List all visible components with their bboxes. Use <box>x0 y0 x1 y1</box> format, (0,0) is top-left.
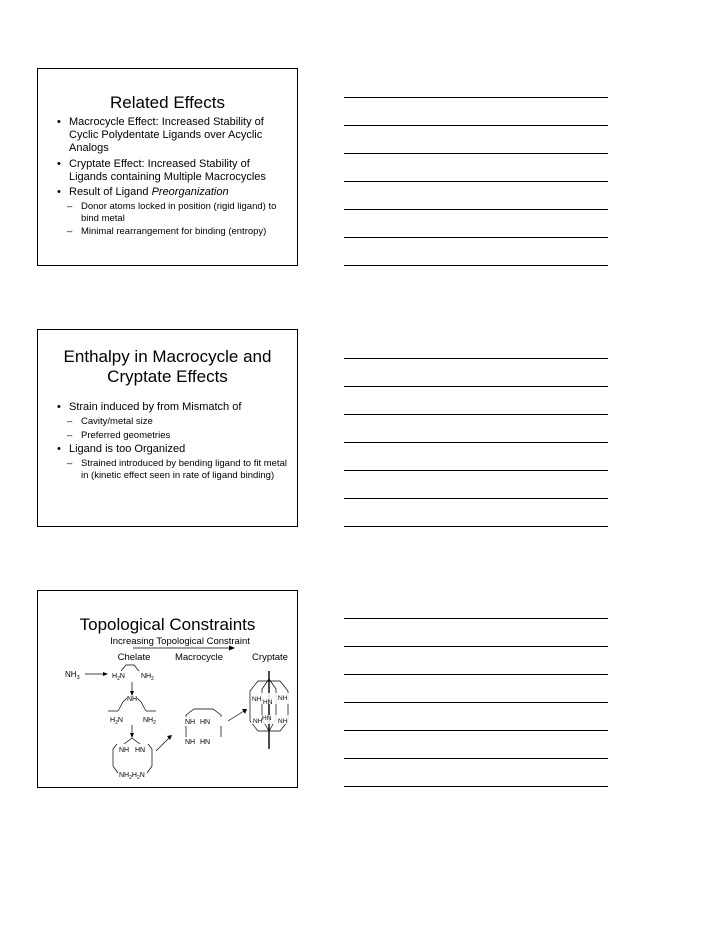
note-line <box>344 209 608 210</box>
note-line <box>344 786 608 787</box>
note-line <box>344 442 608 443</box>
note-line <box>344 730 608 731</box>
bullet-text: Preorganization <box>151 186 229 199</box>
note-line <box>344 181 608 182</box>
bullet-text: Minimal rearrangement for binding (entropy) <box>81 226 267 238</box>
chain-bond <box>124 738 140 744</box>
slide-related-effects <box>37 68 298 266</box>
note-line <box>344 498 608 499</box>
nh-label: NH <box>185 719 196 726</box>
nh-label: NH <box>278 718 288 725</box>
slide-title-line: Topological Constraints <box>79 615 256 634</box>
slide-title-line: Cryptate Effects <box>107 367 228 386</box>
slide-topological-constraints <box>37 590 298 788</box>
bullet-text: Strained introduced by bending ligand to fit metal in (kinetic effect seen in rate of ligand binding) <box>81 458 287 481</box>
sub-bullet-item <box>57 430 291 442</box>
nh2-label: $NH_2$ <box>141 673 154 682</box>
hn-label: HN <box>135 747 146 754</box>
arrow-line <box>156 738 169 751</box>
nh-label: NH <box>119 747 130 754</box>
note-line <box>344 125 608 126</box>
dien-bond <box>137 698 146 711</box>
arrow-line <box>228 711 244 721</box>
note-line <box>344 646 608 647</box>
column-cryptate: Cryptate <box>252 652 288 663</box>
sub-bullet-item <box>57 458 291 481</box>
arrowhead <box>103 672 108 676</box>
hn-label: HN <box>200 739 211 746</box>
bullet-list <box>57 401 291 483</box>
h2n-label: $H_2N$ <box>110 717 123 726</box>
nh3-label: $NH_3$ <box>65 670 80 681</box>
bullet-item <box>57 158 291 184</box>
h2n-label: $H_2N$ <box>112 673 125 682</box>
note-line <box>344 702 608 703</box>
column-chelate: Chelate <box>117 652 151 663</box>
bullet-list <box>57 116 291 240</box>
bottom-label: $NH_2H_2N$ <box>119 772 145 781</box>
note-line <box>344 265 608 266</box>
hn-label: HN <box>200 719 211 726</box>
note-line <box>344 386 608 387</box>
slide-enthalpy <box>37 329 298 527</box>
bullet-text: Preferred geometries <box>81 429 171 441</box>
column-macrocycle: Macrocycle <box>174 652 224 663</box>
slide-title-line: Related Effects <box>110 93 225 112</box>
bullet-item <box>57 186 291 199</box>
bullet-text: Result of Ligand <box>69 186 152 199</box>
nh2-label: $NH_2$ <box>143 717 156 726</box>
note-line <box>344 526 608 527</box>
slide-title-line: Enthalpy in Macrocycle and <box>63 347 272 366</box>
sub-bullet-item <box>57 226 291 238</box>
bullet-text: Cryptate Effect: Increased Stability of Ligands containing Multiple Macrocycles <box>69 157 266 183</box>
nh-label: NH <box>127 696 138 703</box>
note-line <box>344 153 608 154</box>
bullet-item <box>57 443 291 456</box>
nh-label: NH <box>253 718 263 725</box>
note-line <box>344 358 608 359</box>
bullet-text: Donor atoms locked in position (rigid ligand) to bind metal <box>81 201 277 224</box>
nh-label: NH <box>252 696 262 703</box>
hn-label: HN <box>262 715 272 722</box>
en-bond <box>121 665 139 671</box>
bullet-item <box>57 401 291 414</box>
note-line <box>344 97 608 98</box>
slide-title <box>38 347 297 387</box>
nh-label: NH <box>278 695 288 702</box>
note-line <box>344 758 608 759</box>
note-line <box>344 237 608 238</box>
topology-diagram <box>38 591 297 787</box>
slide-title <box>38 93 297 113</box>
bullet-text: Ligand is too Organized <box>69 443 186 456</box>
hn-label: HN <box>263 699 273 706</box>
note-line <box>344 414 608 415</box>
nh-label: NH <box>185 739 196 746</box>
note-line <box>344 618 608 619</box>
note-line <box>344 674 608 675</box>
chain-bond <box>113 744 118 773</box>
chain-bond <box>147 744 152 773</box>
note-line <box>344 470 608 471</box>
arrowhead <box>130 733 134 738</box>
sub-bullet-item <box>57 416 291 428</box>
bullet-text: Strain induced by from Mismatch of <box>69 401 242 413</box>
diagram-subtitle: Increasing Topological Constraint <box>110 636 250 647</box>
bullet-text: Cavity/metal size <box>81 416 153 428</box>
bullet-item <box>57 116 291 156</box>
dien-bond <box>118 698 127 711</box>
bullet-text: Macrocycle Effect: Increased Stability of Cyclic Polydentate Ligands over Acyclic Analogs <box>69 116 264 155</box>
sub-bullet-item <box>57 201 291 224</box>
